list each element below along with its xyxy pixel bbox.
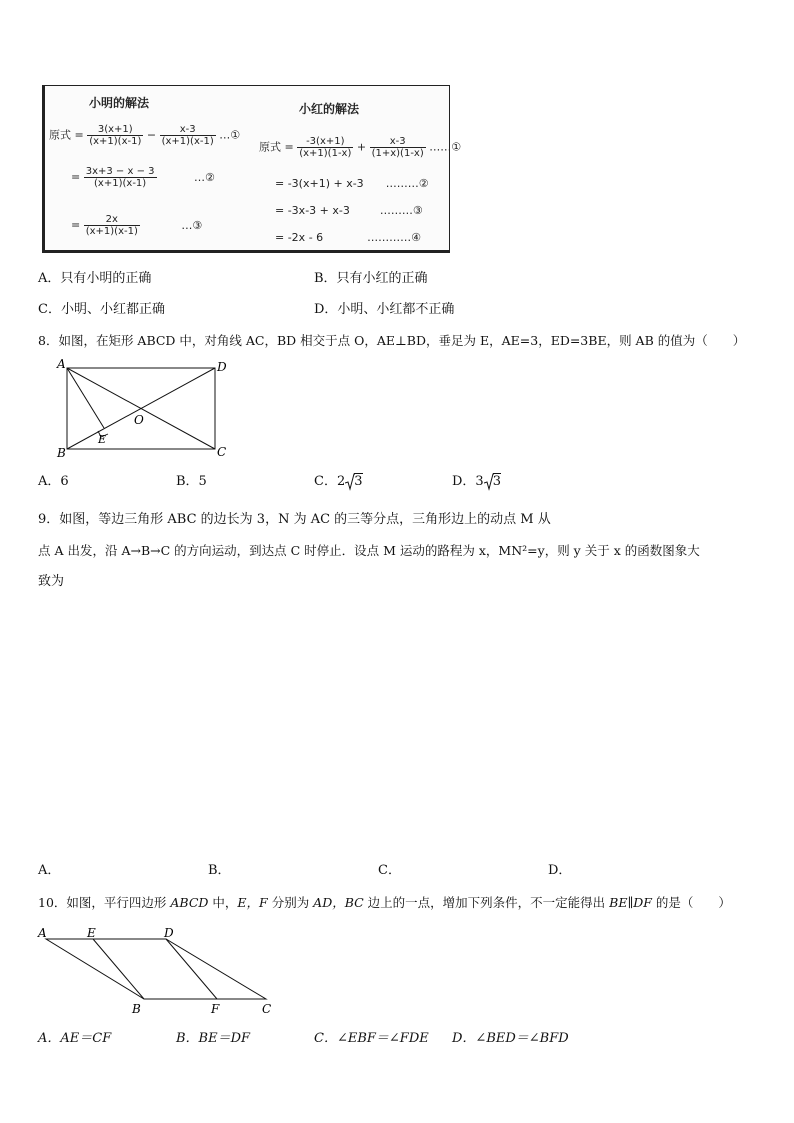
xiaoming-line1: 原式 = $\frac{3(x+1)}{(x+1)(x-1)}$ − $\frac{x-3}{(x+1)(x-1)}$ …① [49, 124, 241, 147]
q10-option-b[interactable]: B．BE＝DF [176, 1031, 251, 1046]
xiaohong-line3: = -3x-3 + x-3 ………③ [275, 204, 423, 217]
q9-stem-line2: 点 A 出发，沿 A→B→C 的方向运动，到达点 C 时停止．设点 M 运动的路程为 x，MN²=y，则 y 关于 x 的函数图象大 [38, 543, 700, 558]
q7-option-a[interactable]: A．只有小明的正确 [38, 271, 152, 286]
label-o: O [134, 413, 144, 427]
xiaohong-line4: = -2x - 6 …………④ [275, 231, 422, 244]
label-a: A [57, 358, 66, 371]
q8-stem: 8．如图，在矩形 ABCD 中，对角线 AC，BD 相交于点 O，AE⊥BD，垂足为 E，AE=3，ED=3BE，则 AB 的值为（ ） [38, 333, 746, 348]
xiaoming-frac2: $\frac{x-3}{(x+1)(x-1)}$ [161, 124, 214, 147]
q8-option-a[interactable]: A．6 [38, 474, 69, 489]
q9-option-d[interactable]: D． [548, 863, 572, 878]
xiaoming-title: 小明的解法 [89, 96, 150, 110]
xiaoming-frac1: $\frac{3(x+1)}{(x+1)(x-1)}$ [89, 124, 142, 147]
q7-option-d[interactable]: D．小明、小红都不正确 [314, 302, 455, 317]
parallelogram-abcd [46, 939, 266, 999]
label-e: E [98, 433, 107, 446]
rectangle-abcd-figure [52, 358, 232, 460]
xiaoming-line2: = $\frac{3x+3 - x - 3}{(x+1)(x-1)}$ …② [71, 166, 215, 189]
step-mark-1: …① [219, 128, 241, 142]
xiaoming-lead: 原式 = [49, 128, 84, 142]
q9-stem-line1: 9．如图，等边三角形 ABC 的边长为 3，N 为 AC 的三等分点，三角形边上的动点 M 从 [38, 512, 551, 527]
label-c: C [262, 1002, 272, 1016]
sqrt-sign-d [484, 473, 494, 491]
sqrt-sign-c [345, 473, 355, 491]
label-b: B [132, 1002, 141, 1016]
q7-option-b[interactable]: B．只有小红的正确 [314, 271, 428, 286]
segment-be [93, 939, 144, 999]
segment-df [166, 939, 217, 999]
q10-option-a[interactable]: A．AE＝CF [38, 1031, 112, 1046]
q10-stem: 10．如图，平行四边形 ABCD 中，E，F 分别为 AD，BC 边上的一点，增加下列条件，不一定能得出 BE∥DF 的是（ ） [38, 895, 731, 910]
label-d: D [217, 360, 227, 374]
q8-option-d[interactable]: D．3 3 [452, 474, 501, 490]
xiaohong-line1: 原式 = $\frac{-3(x+1)}{(x+1)(1-x)}$ + $\frac{x-3}{(1+x)(1-x)}$ ……① [259, 136, 462, 159]
q9-option-a[interactable]: A． [38, 863, 61, 878]
label-c: C [217, 445, 227, 459]
xiaoming-frac4: $\frac{2x}{(x+1)(x-1)}$ [85, 214, 138, 237]
segment-ae [67, 368, 104, 428]
q10-option-c[interactable]: C．∠EBF＝∠FDE [314, 1031, 429, 1046]
q9-option-b[interactable]: B． [208, 863, 231, 878]
label-f: F [211, 1002, 220, 1016]
label-e: E [87, 926, 96, 940]
xiaoming-line3: = $\frac{2x}{(x+1)(x-1)}$ …③ [71, 214, 203, 237]
xiaohong-frac2: $\frac{x-3}{(1+x)(1-x)}$ [371, 136, 424, 159]
q8-option-c[interactable]: C．2 3 [314, 474, 363, 490]
q8-option-b[interactable]: B．5 [176, 474, 207, 489]
label-b: B [57, 446, 66, 460]
xiaohong-line2: = -3(x+1) + x-3 ………② [275, 177, 429, 190]
q9-stem-line3: 致为 [38, 574, 65, 589]
q7-option-c[interactable]: C．小明、小红都正确 [38, 302, 165, 317]
parallelogram-abcd-figure [36, 924, 276, 1016]
handwritten-solutions-image [42, 85, 462, 253]
label-a: A [38, 926, 47, 940]
xiaohong-title: 小红的解法 [299, 102, 360, 116]
step-mark-2: …② [194, 170, 215, 184]
xiaoming-frac3: $\frac{3x+3 - x - 3}{(x+1)(x-1)}$ [85, 166, 155, 189]
xiaohong-frac1: $\frac{-3(x+1)}{(x+1)(1-x)}$ [299, 136, 352, 159]
q9-option-c[interactable]: C． [378, 863, 401, 878]
q10-option-d[interactable]: D．∠BED＝∠BFD [452, 1031, 569, 1046]
step-mark-3: …③ [181, 218, 203, 232]
label-d: D [164, 926, 174, 940]
